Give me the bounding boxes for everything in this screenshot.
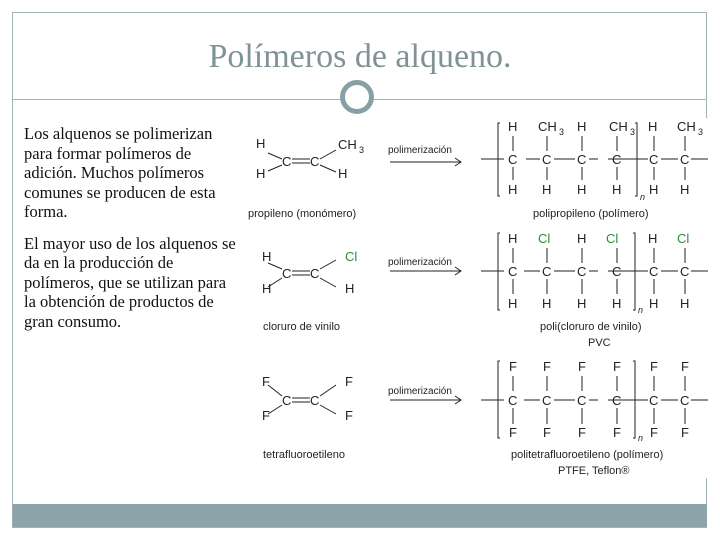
atom-label: H	[649, 296, 659, 311]
arrow-label-1: polimerización	[388, 145, 452, 156]
atom-label: CH	[609, 119, 628, 134]
atom-label: F	[509, 425, 517, 440]
atom-label: F	[262, 408, 270, 423]
atom-label: F	[345, 408, 353, 423]
atom-label: F	[543, 359, 551, 374]
atom-label: H	[508, 296, 518, 311]
atom-label: F	[509, 359, 517, 374]
atom-label: 3	[559, 127, 565, 137]
atom-label: F	[262, 374, 270, 389]
atom-label: CH	[538, 119, 557, 134]
atom-label: C	[577, 264, 587, 279]
arrow-label-3: polimerización	[388, 386, 452, 397]
atom-label: H	[256, 136, 266, 151]
atom-label-cl: Cl	[345, 249, 358, 264]
atom-label: H	[338, 166, 348, 181]
atom-label: F	[613, 425, 621, 440]
atom-label: C	[282, 266, 292, 281]
atom-label: C	[310, 154, 320, 169]
atom-label: H	[612, 182, 622, 197]
atom-label: F	[681, 359, 689, 374]
atom-label: H	[345, 281, 355, 296]
divider-ornament	[340, 80, 374, 114]
polymer-label-1: polipropileno (polímero)	[533, 208, 649, 220]
atom-label: 3	[359, 145, 365, 155]
atom-label: F	[613, 359, 621, 374]
monomer-label-1: propileno (monómero)	[248, 208, 357, 220]
repeat-n: n	[638, 433, 644, 443]
atom-label: C	[649, 152, 659, 167]
atom-label-cl: Cl	[606, 231, 619, 246]
repeat-n: n	[638, 305, 644, 315]
atom-label: C	[542, 152, 552, 167]
atom-label: C	[680, 152, 690, 167]
atom-label: F	[681, 425, 689, 440]
atom-label: H	[262, 249, 272, 264]
atom-label: C	[508, 152, 518, 167]
paragraph-2: El mayor uso de los alquenos se da en la producción de polímeros, que se utilizan para la obtención de productos de gran consumo.	[24, 233, 236, 331]
monomer-label-2: cloruro de vinilo	[263, 321, 341, 333]
atom-label: C	[680, 264, 690, 279]
atom-label: F	[578, 359, 586, 374]
atom-label: C	[612, 152, 622, 167]
atom-label: H	[680, 182, 690, 197]
polymer-sublabel-3: PTFE, Teflon®	[558, 465, 630, 477]
atom-label: H	[577, 182, 587, 197]
atom-label: F	[543, 425, 551, 440]
atom-label: C	[310, 266, 320, 281]
atom-label: H	[680, 296, 690, 311]
atom-label-cl: Cl	[677, 231, 690, 246]
atom-label: H	[542, 182, 552, 197]
polymer-label-3: politetrafluoroetileno (polímero)	[511, 449, 664, 461]
atom-label: H	[262, 281, 272, 296]
atom-label: C	[310, 393, 320, 408]
atom-label: C	[680, 393, 690, 408]
footer-bar	[13, 504, 707, 527]
atom-label: CH	[677, 119, 696, 134]
atom-label: C	[542, 264, 552, 279]
atom-label: C	[577, 393, 587, 408]
atom-label: C	[508, 393, 518, 408]
atom-label: H	[612, 296, 622, 311]
atom-label: H	[648, 231, 658, 246]
atom-label: C	[649, 264, 659, 279]
atom-label: C	[508, 264, 518, 279]
atom-label: C	[612, 264, 622, 279]
atom-label: H	[577, 119, 587, 134]
atom-label-cl: Cl	[538, 231, 551, 246]
atom-label: C	[542, 393, 552, 408]
atom-label: H	[649, 182, 659, 197]
atom-label: CH	[338, 137, 357, 152]
atom-label: F	[345, 374, 353, 389]
polymer-sublabel-2: PVC	[588, 337, 611, 349]
atom-label: 3	[698, 127, 704, 137]
atom-label: F	[650, 425, 658, 440]
atom-label: H	[577, 296, 587, 311]
polymerization-figure	[248, 118, 708, 478]
atom-label: H	[542, 296, 552, 311]
polymer-label-2: poli(cloruro de vinilo)	[540, 321, 642, 333]
atom-label: C	[282, 154, 292, 169]
atom-label: 3	[630, 127, 636, 137]
atom-label: H	[256, 166, 266, 181]
slide-title: Polímeros de alqueno.	[208, 38, 512, 75]
atom-label: F	[650, 359, 658, 374]
atom-label: C	[577, 152, 587, 167]
paragraph-1: Los alquenos se polimerizan para formar polímeros de adición. Muchos polímeros comunes se producen de esta forma.	[24, 124, 216, 221]
atom-label: F	[578, 425, 586, 440]
atom-label: C	[649, 393, 659, 408]
body-text	[24, 124, 236, 343]
arrow-label-2: polimerización	[388, 257, 452, 268]
repeat-n: n	[640, 192, 646, 202]
atom-label: C	[282, 393, 292, 408]
monomer-label-3: tetrafluoroetileno	[263, 449, 345, 461]
atom-label: H	[648, 119, 658, 134]
atom-label: H	[508, 119, 518, 134]
atom-label: C	[612, 393, 622, 408]
atom-label: H	[508, 231, 518, 246]
atom-label: H	[577, 231, 587, 246]
atom-label: H	[508, 182, 518, 197]
